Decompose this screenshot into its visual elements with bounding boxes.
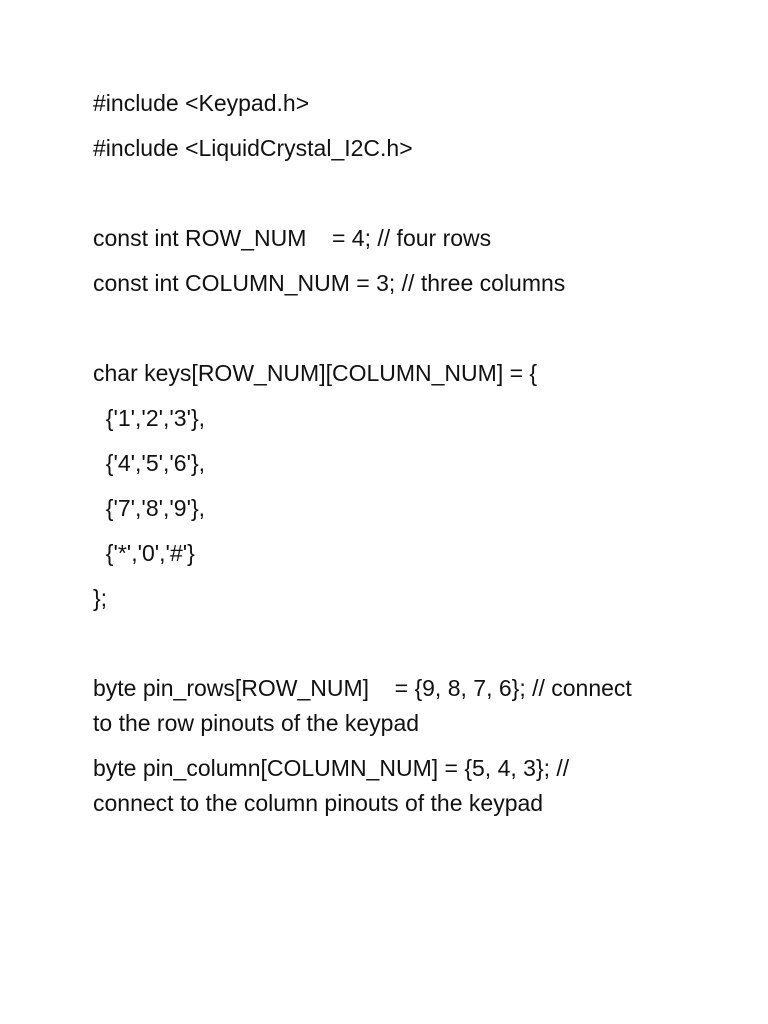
blank-line [93,311,653,346]
pin-rows-line: byte pin_rows[ROW_NUM] = {9, 8, 7, 6}; // connect to the row pinouts of the keypad [93,675,639,736]
keys-row-1-line: {'1','2','3'}, [93,405,206,431]
blank-line [93,626,653,661]
keys-row-4-line: {'*','0','#'} [93,540,195,566]
keys-declaration-line: char keys[ROW_NUM][COLUMN_NUM] = { [93,360,538,386]
keys-row-2-line: {'4','5','6'}, [93,450,206,476]
keys-row-3-line: {'7','8','9'}, [93,495,206,521]
blank-line [93,176,653,211]
include-keypad-line: #include <Keypad.h> [93,90,310,116]
row-num-line: const int ROW_NUM = 4; // four rows [93,225,492,251]
code-listing [93,86,653,831]
keys-close-line: }; [93,585,108,611]
column-num-line: const int COLUMN_NUM = 3; // three columns [93,270,566,296]
pin-column-line: byte pin_column[COLUMN_NUM] = {5, 4, 3}; // connect to the column pinouts of the keypad [93,755,576,816]
include-lcd-line: #include <LiquidCrystal_I2C.h> [93,135,413,161]
